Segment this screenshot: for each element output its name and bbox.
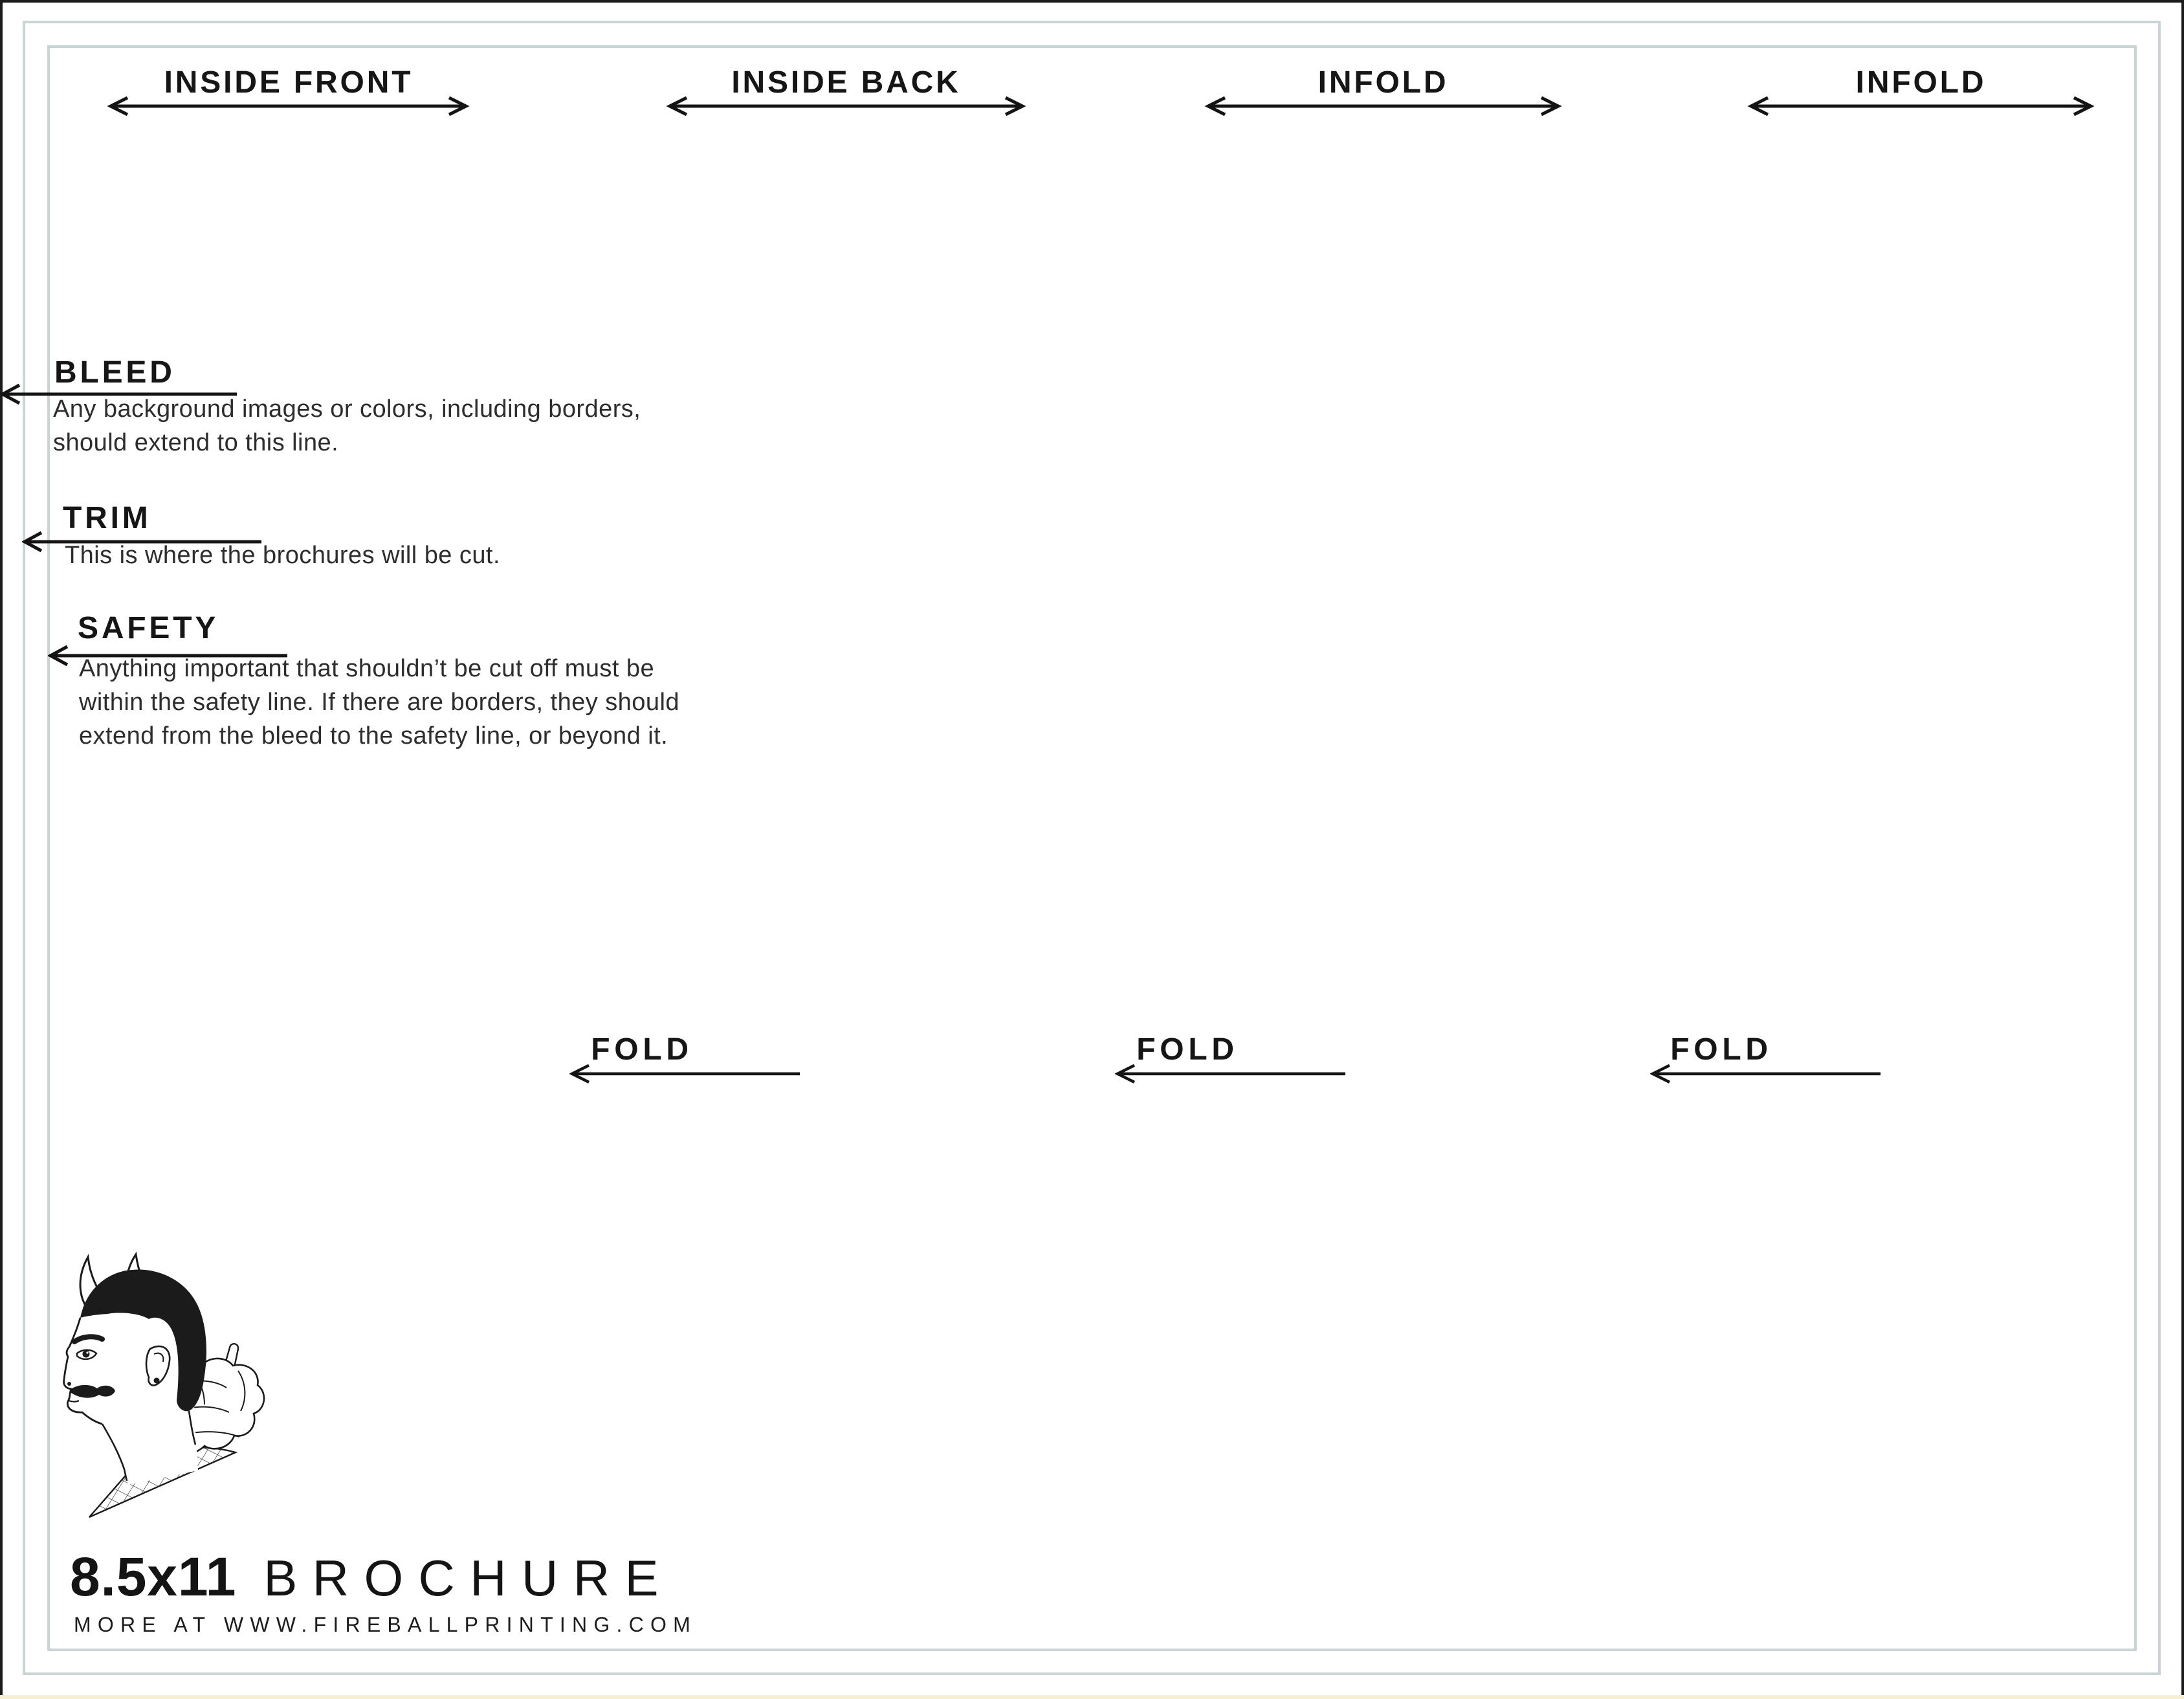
bleed-guide-title: BLEED bbox=[54, 355, 175, 390]
safety-guide-line-3: extend from the bleed to the safety line, or beyond it. bbox=[79, 722, 668, 750]
safety-guide-title: SAFETY bbox=[78, 611, 219, 645]
page-edge-top bbox=[0, 0, 2184, 3]
safety-guide-line bbox=[47, 45, 2137, 1651]
bleed-guide-line-2: should extend to this line. bbox=[53, 429, 339, 456]
panel-label-inside-back: INSIDE BACK bbox=[731, 65, 961, 100]
double-arrow-icon bbox=[107, 93, 470, 119]
left-arrow-icon bbox=[1115, 1061, 1347, 1087]
safety-guide-line-1: Anything important that shouldn’t be cut off must be bbox=[79, 655, 655, 682]
fold-label-1: FOLD bbox=[591, 1032, 693, 1067]
fold-label-2: FOLD bbox=[1136, 1032, 1239, 1067]
bleed-guide-description bbox=[53, 392, 641, 460]
fold-label-3: FOLD bbox=[1670, 1032, 1772, 1067]
safety-guide-line-2: within the safety line. If there are borders, they should bbox=[79, 689, 679, 716]
page-title-size: 8.5x11 bbox=[70, 1546, 237, 1607]
fireball-devil-logo bbox=[60, 1250, 265, 1526]
page-edge-bottom-strip bbox=[0, 1695, 2184, 1699]
panel-label-infold-2: INFOLD bbox=[1855, 65, 1987, 100]
footer-tagline: MORE AT WWW.FIREBALLPRINTING.COM bbox=[74, 1613, 697, 1636]
nostril bbox=[67, 1382, 71, 1386]
double-arrow-icon bbox=[1204, 93, 1562, 119]
double-arrow-icon bbox=[1747, 93, 2095, 119]
double-arrow-icon bbox=[666, 93, 1026, 119]
trim-guide-description bbox=[65, 539, 500, 572]
left-arrow-icon bbox=[569, 1061, 801, 1087]
trim-guide-title: TRIM bbox=[63, 501, 151, 535]
page-title-product: BROCHURE bbox=[263, 1549, 674, 1606]
panel-label-inside-front: INSIDE FRONT bbox=[164, 65, 414, 100]
page-edge-left bbox=[0, 0, 3, 1699]
safety-guide-description bbox=[79, 652, 679, 753]
trim-guide-line-1: This is where the brochures will be cut. bbox=[65, 542, 500, 569]
panel-label-infold-1: INFOLD bbox=[1318, 65, 1449, 100]
bleed-guide-line-1: Any background images or colors, including borders, bbox=[53, 395, 641, 423]
left-arrow-icon bbox=[1650, 1061, 1882, 1087]
page-edge-right bbox=[2181, 0, 2184, 1699]
page-title bbox=[70, 1546, 674, 1608]
earring bbox=[154, 1378, 160, 1384]
mustache bbox=[71, 1385, 115, 1398]
